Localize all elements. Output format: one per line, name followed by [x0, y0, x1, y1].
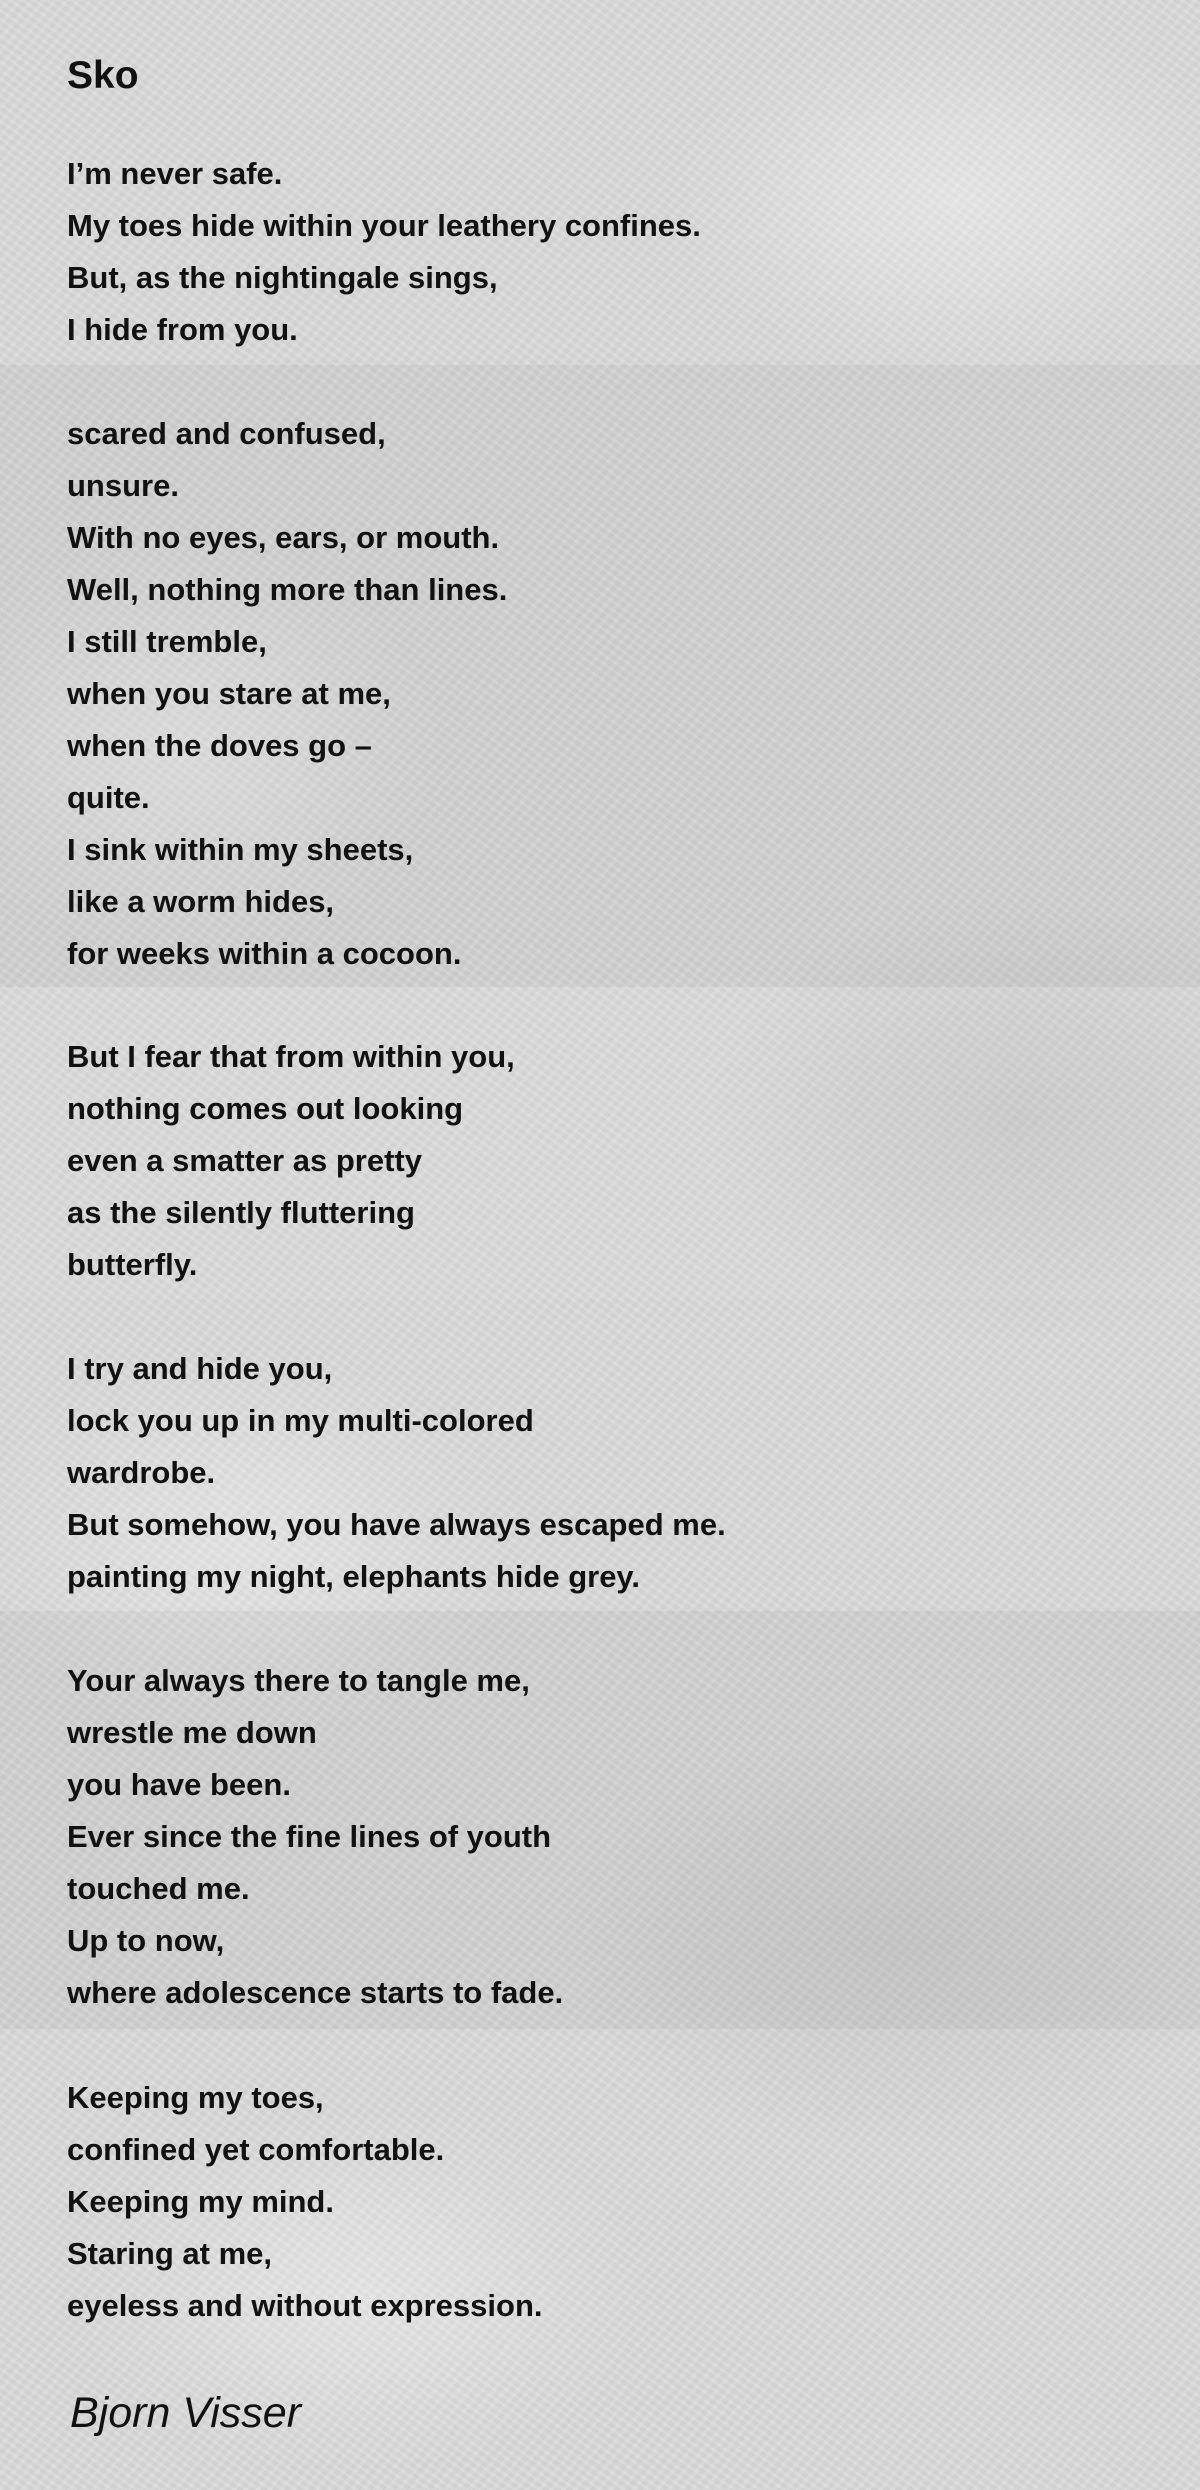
stanza — [67, 2072, 543, 2332]
poem-line: Up to now, — [67, 1923, 225, 1958]
poem-line: you have been. — [67, 1767, 291, 1802]
poem-line: I’m never safe. — [67, 156, 283, 191]
poem-line: confined yet comfortable. — [67, 2132, 445, 2167]
poem-author: Bjorn Visser — [70, 2389, 302, 2437]
poem-line: unsure. — [67, 468, 179, 503]
poem-line: for weeks within a cocoon. — [67, 936, 462, 971]
poem-line: eyeless and without expression. — [67, 2288, 543, 2323]
poem-line: butterfly. — [67, 1247, 198, 1282]
poem-line: Keeping my toes, — [67, 2080, 324, 2115]
poem-line: Keeping my mind. — [67, 2184, 334, 2219]
poem-line: where adolescence starts to fade. — [67, 1975, 564, 2010]
poem-line: Staring at me, — [67, 2236, 272, 2271]
poem-line: wrestle me down — [67, 1715, 317, 1750]
poem-line: touched me. — [67, 1871, 250, 1906]
poem-line: I hide from you. — [67, 312, 298, 347]
poem-line: lock you up in my multi-colored — [67, 1403, 534, 1438]
poem-line: I still tremble, — [67, 624, 267, 659]
poem-line: as the silently fluttering — [67, 1195, 415, 1230]
poem-line: wardrobe. — [67, 1455, 216, 1490]
poem-title: Sko — [67, 54, 139, 97]
poem-line: when the doves go – — [67, 728, 372, 763]
poem-line: I try and hide you, — [67, 1351, 333, 1386]
poem-line: when you stare at me, — [67, 676, 391, 711]
poem-line: My toes hide within your leathery confines. — [67, 208, 701, 243]
stanza — [67, 1655, 563, 2019]
poem-line: Your always there to tangle me, — [67, 1663, 530, 1698]
poem-line: Well, nothing more than lines. — [67, 572, 508, 607]
poem-line: But, as the nightingale sings, — [67, 260, 498, 295]
poem-line: But somehow, you have always escaped me. — [67, 1507, 726, 1542]
poem-line: like a worm hides, — [67, 884, 335, 919]
poem-line: nothing comes out looking — [67, 1091, 464, 1126]
stanza — [67, 1343, 726, 1603]
stanza — [67, 1031, 515, 1291]
stanza — [67, 148, 701, 356]
poem-line: quite. — [67, 780, 150, 815]
poem-line: I sink within my sheets, — [67, 832, 414, 867]
stanza — [67, 408, 507, 980]
poem-line: scared and confused, — [67, 416, 386, 451]
poem-line: Ever since the fine lines of youth — [67, 1819, 552, 1854]
poem-line: But I fear that from within you, — [67, 1039, 515, 1074]
poem-line: painting my night, elephants hide grey. — [67, 1559, 640, 1594]
poem-line: even a smatter as pretty — [67, 1143, 422, 1178]
poem-line: With no eyes, ears, or mouth. — [67, 520, 500, 555]
